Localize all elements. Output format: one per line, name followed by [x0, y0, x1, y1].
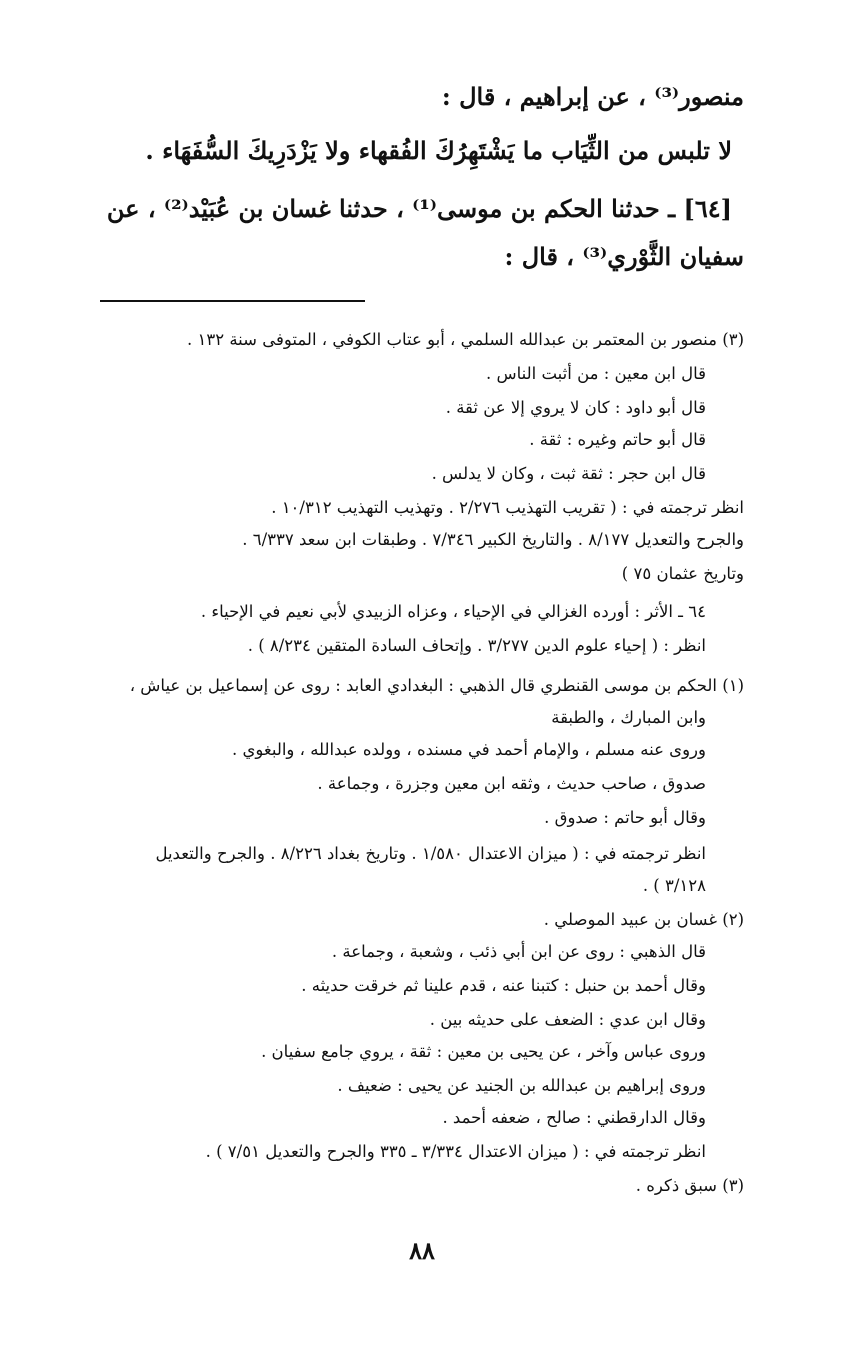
footnote-line: وابن المبارك ، والطبقة [551, 708, 706, 727]
footnote-line: (١) الحكم بن موسى القنطري قال الذهبي : البغدادي العابد : روى عن إسماعيل بن عياش ، [129, 676, 744, 695]
footnote-line: وقال الدارقطني : صالح ، ضعفه أحمد . [442, 1108, 706, 1127]
footnote-line: وروى إبراهيم بن عبدالله بن الجنيد عن يحيى : ضعيف . [337, 1076, 706, 1095]
footnote-line: وروى عنه مسلم ، والإمام أحمد في مسنده ، وولده عبدالله ، والبغوي . [231, 740, 706, 759]
footnote-line: (٣) سبق ذكره . [635, 1176, 744, 1195]
footnote-line: (٢) غسان بن عبيد الموصلي . [543, 910, 744, 929]
footnote-line: قال الذهبي : روى عن ابن أبي ذئب ، وشعبة ، وجماعة . [331, 942, 706, 961]
page-number: ٨٨ [409, 1236, 435, 1265]
footnote-line: وقال ابن عدي : الضعف على حديثه بين . [429, 1010, 706, 1029]
footnote-line: انظر ترجمته في : ( ميزان الاعتدال ١/٥٨٠ . وتاريخ بغداد ٨/٢٢٦ . والجرح والتعديل [155, 844, 706, 863]
footnote-line: وتاريخ عثمان ٧٥ ) [621, 564, 744, 583]
footnote-line: ٦٤ ـ الأثر : أورده الغزالي في الإحياء ، وعزاه الزبيدي لأبي نعيم في الإحياء . [200, 602, 706, 621]
footnote-line: انظر : ( إحياء علوم الدين ٣/٢٧٧ . وإتحاف السادة المتقين ٨/٢٣٤ ) . [247, 636, 706, 655]
footnote-line: صدوق ، صاحب حديث ، وثقه ابن معين وجزرة ، وجماعة . [317, 774, 706, 793]
footnote-separator [100, 300, 365, 302]
footnote-line: قال ابن معين : من أثبت الناس . [485, 364, 706, 383]
footnote-line: قال ابن حجر : ثقة ثبت ، وكان لا يدلس . [431, 464, 706, 483]
footnote-line: قال أبو حاتم وغيره : ثقة . [529, 430, 706, 449]
main-text-line-2: لا تلبس من الثِّيَاب ما يَشْتَهِرُكَ الفُقهاء ولا يَزْدَرِيكَ السُّفَهَاء . [145, 136, 732, 165]
footnote-line: ٣/١٢٨ ) . [642, 876, 706, 895]
footnote-line: قال أبو داود : كان لا يروي إلا عن ثقة . [445, 398, 706, 417]
main-text-line-3: [٦٤] ـ حدثنا الحكم بن موسى⁽¹⁾ ، حدثنا غسان بن عُبَيْد⁽²⁾ ، عن [106, 194, 732, 223]
footnote-line: وقال أحمد بن حنبل : كتبنا عنه ، قدم علينا ثم خرقت حديثه . [301, 976, 706, 995]
main-text-line-1: منصور⁽³⁾ ، عن إبراهيم ، قال : [441, 82, 744, 111]
footnote-line: انظر ترجمته في : ( ميزان الاعتدال ٣/٣٣٤ ـ ٣٣٥ والجرح والتعديل ٧/٥١ ) . [205, 1142, 706, 1161]
footnote-line: والجرح والتعديل ٨/١٧٧ . والتاريخ الكبير ٧/٣٤٦ . وطبقات ابن سعد ٦/٣٣٧ . [242, 530, 744, 549]
footnote-line: وروى عباس وآخر ، عن يحيى بن معين : ثقة ، يروي جامع سفيان . [261, 1042, 706, 1061]
footnote-line: انظر ترجمته في : ( تقريب التهذيب ٢/٢٧٦ . وتهذيب التهذيب ١٠/٣١٢ . [271, 498, 744, 517]
footnote-line: وقال أبو حاتم : صدوق . [544, 808, 706, 827]
main-text-line-4: سفيان الثَّوْري⁽³⁾ ، قال : [504, 242, 744, 271]
footnote-line: (٣) منصور بن المعتمر بن عبدالله السلمي ، أبو عتاب الكوفي ، المتوفى سنة ١٣٢ . [187, 330, 744, 349]
